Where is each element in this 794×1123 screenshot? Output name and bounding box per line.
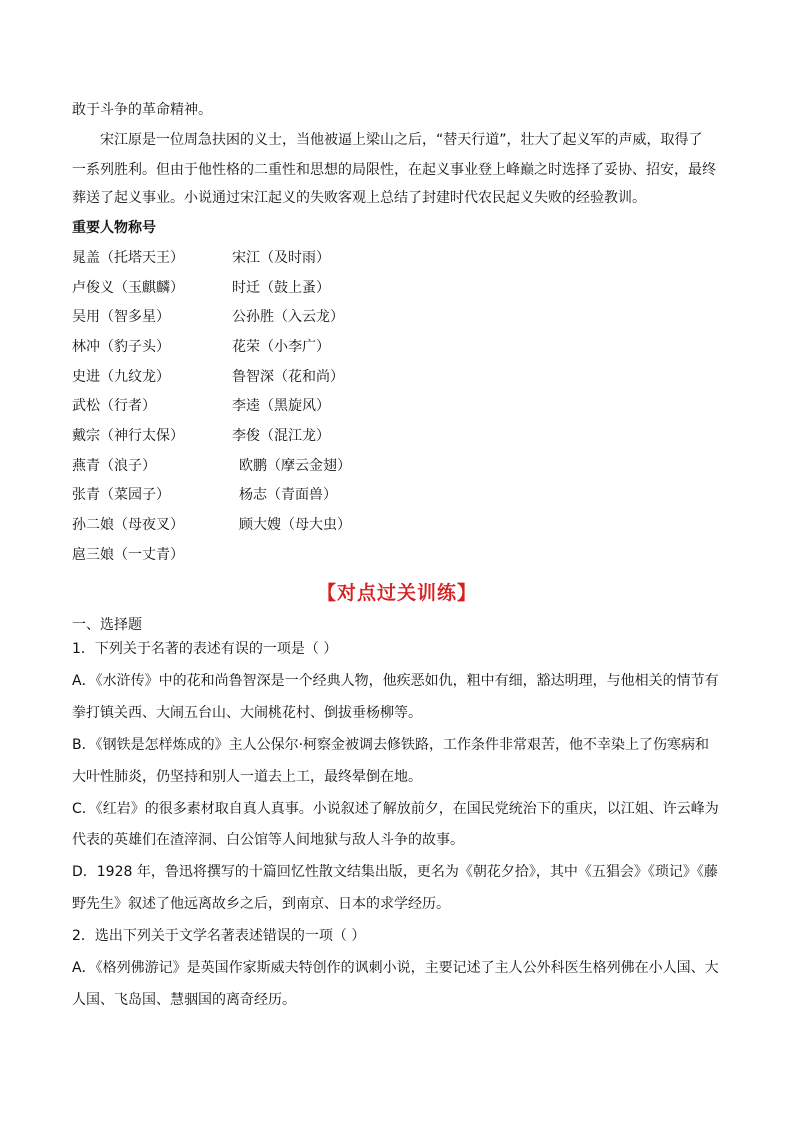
question-2-option-a: A．《格列佛游记》是英国作家斯威夫特创作的讽刺小说，主要记述了主人公外科医生格列佛在小人国、大 <box>72 960 719 976</box>
question-2-stem: 2．选出下列关于文学名著表述错误的一项（ ） <box>72 928 366 944</box>
character-right: 顾大嫂（母大虫） <box>239 517 351 533</box>
character-left: 戴宗（神行太保） <box>72 428 184 444</box>
character-right: 鲁智深（花和尚） <box>232 369 344 385</box>
question-1-option-b-cont: 大叶性肺炎，仍坚持和别人一道去上工，最终晕倒在地。 <box>72 769 422 785</box>
character-left: 史进（九纹龙） <box>72 369 170 385</box>
question-1-stem: 1．下列关于名著的表述有误的一项是（ ） <box>72 641 338 657</box>
character-left: 吴用（智多星） <box>72 309 170 325</box>
characters-section-title: 重要人物称号 <box>72 220 156 236</box>
character-right: 时迁（鼓上蚤） <box>232 280 330 296</box>
character-left: 燕青（浪子） <box>72 458 156 474</box>
paragraph-line: 敢于斗争的革命精神。 <box>72 102 212 118</box>
character-right: 花荣（小李广） <box>232 339 330 355</box>
question-2-option-a-cont: 人国、飞岛国、慧骃国的离奇经历。 <box>72 992 296 1008</box>
character-right: 宋江（及时雨） <box>232 250 330 266</box>
training-heading: 【对点过关训练】 <box>316 582 477 604</box>
question-1-option-d-cont: 野先生》叙述了他远离故乡之后，到南京、日本的求学经历。 <box>72 896 450 912</box>
paragraph-line: 一系列胜利。但由于他性格的二重性和思想的局限性，在起义事业登上峰巅之时选择了妥协、招安，最终 <box>72 162 716 178</box>
character-right: 李逵（黑旋风） <box>232 398 330 414</box>
character-right: 李俊（混江龙） <box>232 428 330 444</box>
question-1-option-a: A．《水浒传》中的花和尚鲁智深是一个经典人物，他疾恶如仇，粗中有细，豁达明理，与他相关的情节有 <box>72 673 719 689</box>
section-label: 一、选择题 <box>72 617 142 633</box>
paragraph-line: 宋江原是一位周急扶困的义士，当他被逼上梁山之后，“替天行道”，壮大了起义军的声威，取得了 <box>100 132 703 148</box>
character-left: 扈三娘（一丈青） <box>72 547 184 563</box>
character-left: 晁盖（托塔天王） <box>72 250 184 266</box>
question-1-option-b: B．《钢铁是怎样炼成的》主人公保尔·柯察金被调去修铁路，工作条件非常艰苦，他不幸染上了伤寒病和 <box>72 737 710 753</box>
character-right: 欧鹏（摩云金翅） <box>239 458 351 474</box>
character-left: 张青（菜园子） <box>72 487 170 503</box>
question-1-option-a-cont: 拳打镇关西、大闹五台山、大闹桃花村、倒拔垂杨柳等。 <box>72 705 422 721</box>
character-right: 杨志（青面兽） <box>239 487 337 503</box>
question-1-option-d: D．1928 年，鲁迅将撰写的十篇回忆性散文结集出版，更名为《朝花夕拾》，其中《五猖会》《琐记》《藤 <box>72 864 718 880</box>
question-1-option-c: C．《红岩》的很多素材取自真人真事。小说叙述了解放前夕，在国民党统治下的重庆，以江姐、许云峰为 <box>72 801 719 817</box>
character-left: 孙二娘（母夜叉） <box>72 517 184 533</box>
character-left: 林冲（豹子头） <box>72 339 170 355</box>
character-left: 武松（行者） <box>72 398 156 414</box>
question-1-option-c-cont: 代表的英雄们在渣滓洞、白公馆等人间地狱与敌人斗争的故事。 <box>72 832 464 848</box>
paragraph-line: 葬送了起义事业。小说通过宋江起义的失败客观上总结了封建时代农民起义失败的经验教训。 <box>72 190 646 206</box>
character-right: 公孙胜（入云龙） <box>232 309 344 325</box>
character-left: 卢俊义（玉麒麟） <box>72 280 184 296</box>
